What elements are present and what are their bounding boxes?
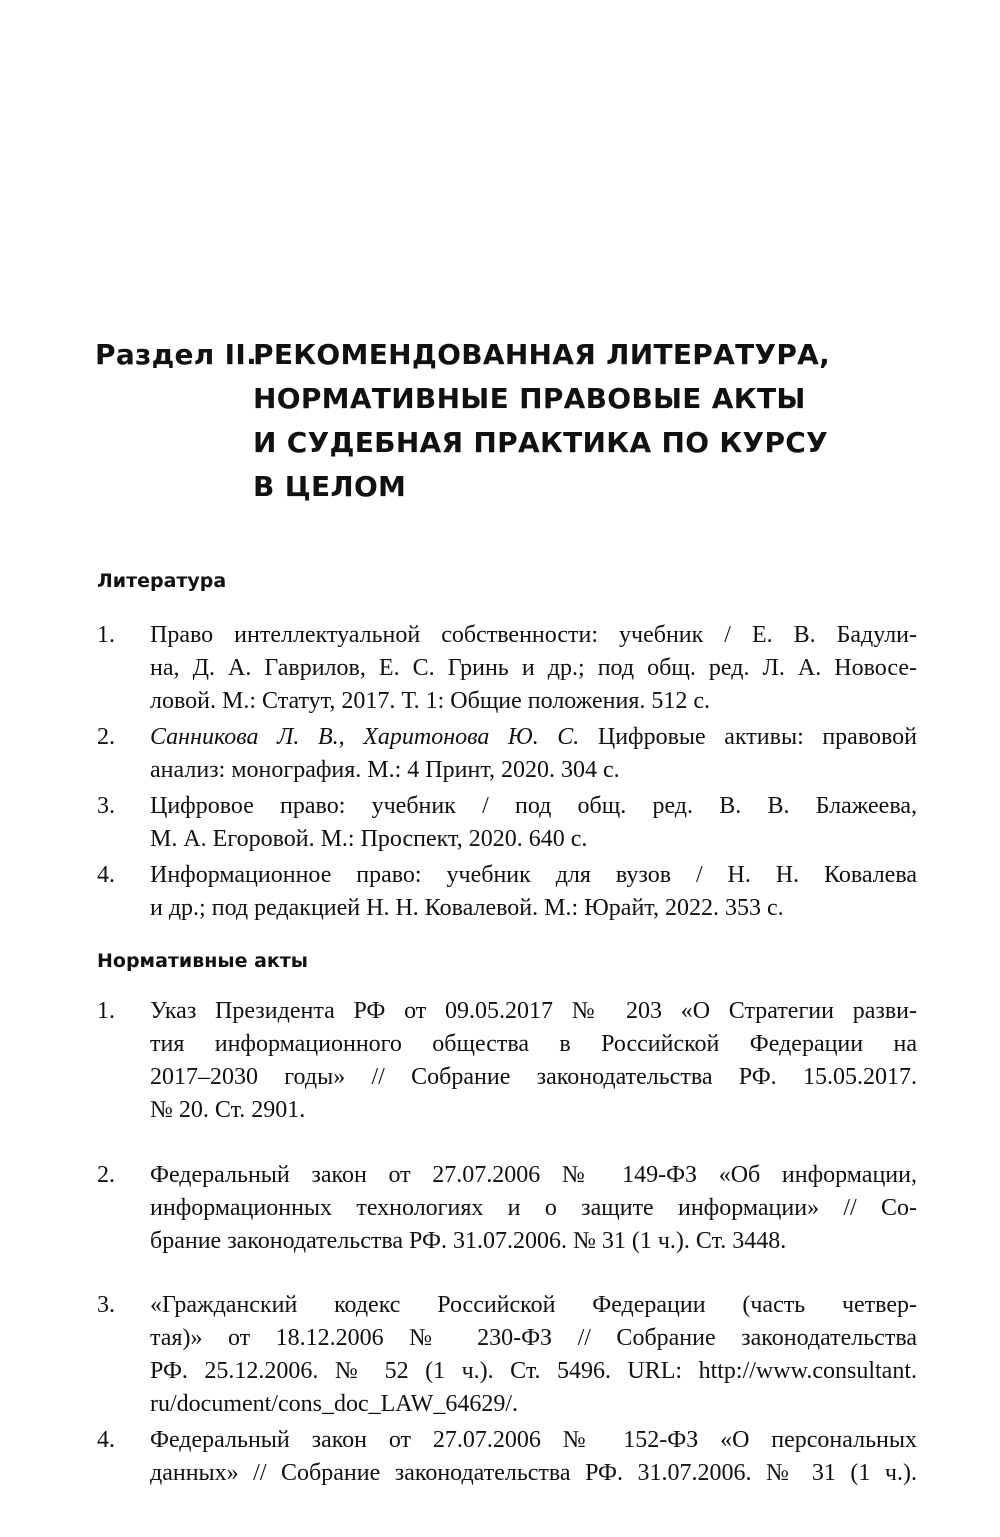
normative-item xyxy=(97,1424,917,1490)
section-title-line: В ЦЕЛОМ xyxy=(253,470,407,503)
item-line: Федеральный закон от 27.07.2006 № 149-ФЗ «Об информации, xyxy=(150,1162,917,1188)
item-line: анализ: монография. М.: 4 Принт, 2020. 304 с. xyxy=(150,757,620,783)
literature-heading: Литература xyxy=(97,570,227,592)
literature-list xyxy=(97,619,917,925)
item-text xyxy=(150,1159,917,1258)
normative-item xyxy=(97,995,917,1127)
item-line: на, Д. А. Гаврилов, Е. С. Гринь и др.; под общ. ред. Л. А. Новосе- xyxy=(150,655,917,681)
item-line: Право интеллектуальной собственности: учебник / Е. В. Бадули- xyxy=(150,622,917,648)
item-number: 1. xyxy=(97,622,115,648)
item-authors: Санникова Л. В., Харитонова Ю. С. xyxy=(150,724,580,750)
section-heading xyxy=(95,333,925,509)
item-line: данных» // Собрание законодательства РФ. 31.07.2006. № 31 (1 ч.). xyxy=(150,1460,917,1486)
section-title xyxy=(253,333,925,509)
item-line: тия информационного общества в Российской Федерации на xyxy=(150,1031,917,1057)
item-line: «Гражданский кодекс Российской Федерации (часть четвер- xyxy=(150,1292,917,1318)
item-text xyxy=(150,1424,917,1490)
item-number: 4. xyxy=(97,862,115,888)
item-line-rest: Цифровые активы: правовой xyxy=(579,724,917,750)
item-line: Федеральный закон от 27.07.2006 № 152-ФЗ «О персональных xyxy=(150,1427,917,1453)
item-line: ru/document/cons_doc_LAW_64629/. xyxy=(150,1391,519,1417)
item-number: 4. xyxy=(97,1427,115,1453)
item-number: 3. xyxy=(97,793,115,819)
item-text xyxy=(150,790,917,856)
literature-item xyxy=(97,859,917,925)
literature-item xyxy=(97,619,917,718)
literature-item xyxy=(97,790,917,856)
literature-item xyxy=(97,721,917,787)
item-line: и др.; под редакцией Н. Н. Ковалевой. М.: Юрайт, 2022. 353 с. xyxy=(150,895,784,921)
item-number: 3. xyxy=(97,1292,115,1318)
item-line: М. А. Егоровой. М.: Проспект, 2020. 640 с. xyxy=(150,826,588,852)
section-title-line: РЕКОМЕНДОВАННАЯ ЛИТЕРАТУРА, xyxy=(253,338,831,371)
item-line: ловой. М.: Статут, 2017. Т. 1: Общие положения. 512 с. xyxy=(150,688,711,714)
normative-heading: Нормативные акты xyxy=(97,950,308,972)
section-title-line: И СУДЕБНАЯ ПРАКТИКА ПО КУРСУ xyxy=(253,426,829,459)
item-line: РФ. 25.12.2006. № 52 (1 ч.). Ст. 5496. URL: http://www.consultant. xyxy=(150,1358,917,1384)
item-number: 1. xyxy=(97,998,115,1024)
item-line: тая)» от 18.12.2006 № 230-ФЗ // Собрание законодательства xyxy=(150,1325,917,1351)
item-line: Указ Президента РФ от 09.05.2017 № 203 «О Стратегии разви- xyxy=(150,998,917,1024)
item-line: Цифровое право: учебник / под общ. ред. В. В. Блажеева, xyxy=(150,793,917,819)
item-text xyxy=(150,721,917,787)
item-line: 2017–2030 годы» // Собрание законодательства РФ. 15.05.2017. xyxy=(150,1064,917,1090)
item-text xyxy=(150,619,917,718)
item-text xyxy=(150,1289,917,1421)
normative-list xyxy=(97,995,917,1490)
section-label: Раздел II. xyxy=(95,338,258,371)
item-number: 2. xyxy=(97,1162,115,1188)
item-line: Информационное право: учебник для вузов / Н. Н. Ковалева xyxy=(150,862,917,888)
section-title-line: НОРМАТИВНЫЕ ПРАВОВЫЕ АКТЫ xyxy=(253,382,806,415)
item-line: № 20. Ст. 2901. xyxy=(150,1097,306,1123)
normative-item xyxy=(97,1159,917,1258)
item-text xyxy=(150,859,917,925)
item-line: информационных технологиях и о защите информации» // Со- xyxy=(150,1195,917,1221)
item-text xyxy=(150,995,917,1127)
item-line: брание законодательства РФ. 31.07.2006. № 31 (1 ч.). Ст. 3448. xyxy=(150,1228,787,1254)
normative-item xyxy=(97,1289,917,1421)
item-number: 2. xyxy=(97,724,115,750)
item-line xyxy=(150,721,917,754)
